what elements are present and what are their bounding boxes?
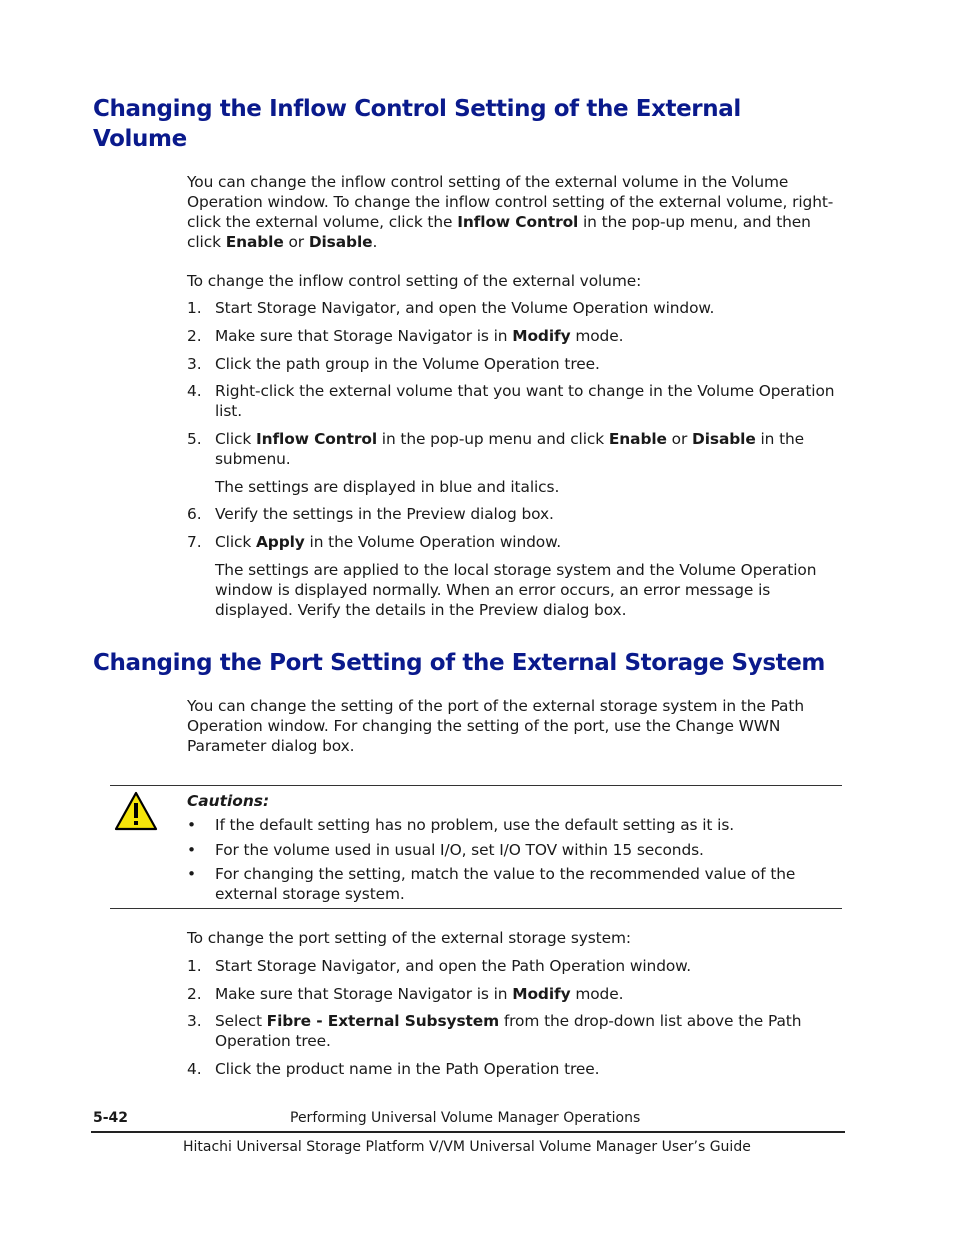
guide-title: Hitachi Universal Storage Platform V/VM Universal Volume Manager User’s Guide	[183, 1139, 751, 1155]
section1-procedure-intro: To change the inflow control setting of the external volume:	[187, 272, 642, 290]
caution-bottom-rule	[110, 908, 842, 909]
section2-intro: You can change the setting of the port of the external storage system in the Path Operation window. For changing the setting of the port, use the Change WWN Parameter dialog box.	[187, 697, 804, 755]
section-title-port-setting: Changing the Port Setting of the External Storage System	[93, 650, 825, 676]
page-number: 5-42	[93, 1110, 129, 1126]
step-7-note: The settings are applied to the local storage system and the Volume Operation window is displayed normally. When an error occurs, an error message is displayed. Verify the details in the Preview dialog box.	[215, 561, 817, 619]
step-5-note: The settings are displayed in blue and italics.	[215, 478, 560, 496]
caution-top-rule	[110, 785, 842, 786]
section-title-inflow-control: Changing the Inflow Control Setting of the External Volume	[93, 96, 741, 152]
section1-intro: You can change the inflow control setting of the external volume in the Volume Operation window. To change the inflow control setting of the external volume, right-click the external volume, click the Inflow Control in the pop-up menu, and then click Enable or Disable.	[187, 173, 834, 251]
caution-title: Cautions:	[187, 792, 270, 810]
section2-procedure-intro: To change the port setting of the external storage system:	[187, 929, 631, 947]
footer-rule	[91, 1131, 845, 1133]
chapter-title: Performing Universal Volume Manager Operations	[290, 1110, 641, 1126]
warning-triangle-icon	[114, 791, 158, 831]
